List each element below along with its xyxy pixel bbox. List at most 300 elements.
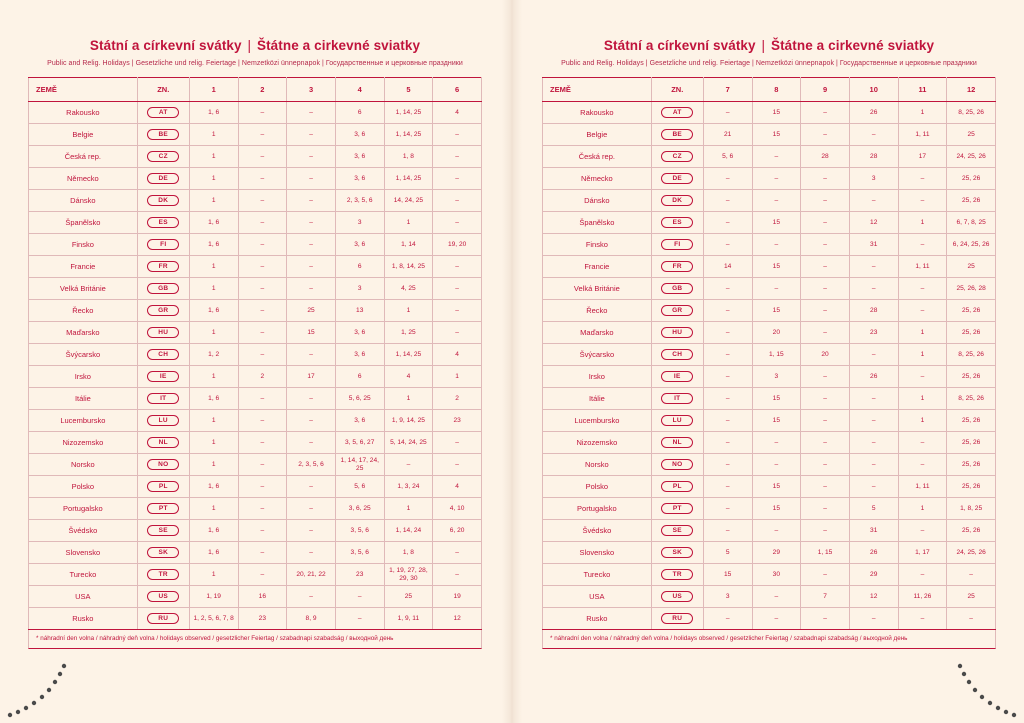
title-cs-left: Státní a církevní svátky <box>89 38 242 53</box>
holiday-days-cell: 1, 11 <box>898 476 947 498</box>
holiday-days-cell: 7 <box>801 586 850 608</box>
country-code-cell <box>137 300 189 322</box>
country-code-badge: BE <box>661 129 693 141</box>
country-code-cell <box>651 256 703 278</box>
holiday-days-cell: 15 <box>752 410 801 432</box>
country-name: Nizozemsko <box>543 432 652 454</box>
holiday-days-cell: – <box>287 190 336 212</box>
table-row <box>29 410 482 432</box>
holiday-days-cell: – <box>849 608 898 630</box>
holiday-days-cell: 5, 6 <box>335 476 384 498</box>
holiday-days-cell: 1 <box>384 300 433 322</box>
holiday-days-cell: – <box>703 608 752 630</box>
holiday-days-cell: – <box>703 168 752 190</box>
country-name: Norsko <box>543 454 652 476</box>
country-code-cell <box>651 454 703 476</box>
country-code-cell <box>137 608 189 630</box>
title-sk-right: Štátne a cirkevné sviatky <box>770 38 935 53</box>
holiday-days-cell: – <box>433 542 482 564</box>
holiday-days-cell: – <box>703 498 752 520</box>
holiday-days-cell: – <box>287 432 336 454</box>
holiday-days-cell: – <box>703 520 752 542</box>
table-row <box>543 520 996 542</box>
country-name: Polsko <box>543 476 652 498</box>
holiday-days-cell: 23 <box>433 410 482 432</box>
holiday-days-cell: 4 <box>433 344 482 366</box>
country-code-badge: SE <box>661 525 693 537</box>
holiday-days-cell: 6, 7, 8, 25 <box>947 212 996 234</box>
holiday-days-cell: 15 <box>287 322 336 344</box>
holiday-days-cell: – <box>703 322 752 344</box>
holiday-days-cell: 1 <box>898 344 947 366</box>
holiday-days-cell: – <box>433 168 482 190</box>
holiday-days-cell: – <box>752 234 801 256</box>
table-header-row-right <box>543 78 996 102</box>
table-row <box>29 344 482 366</box>
holiday-days-cell: 29 <box>752 542 801 564</box>
holiday-days-cell: 1, 25 <box>384 322 433 344</box>
holiday-days-cell: – <box>801 256 850 278</box>
holiday-days-cell: – <box>238 498 287 520</box>
holiday-days-cell: 3, 6 <box>335 322 384 344</box>
holiday-days-cell: 1, 3, 24 <box>384 476 433 498</box>
holiday-days-cell: 20 <box>801 344 850 366</box>
page-title-left <box>28 38 482 53</box>
country-code-badge: AT <box>147 107 179 119</box>
holiday-days-cell: 6 <box>335 366 384 388</box>
country-code-cell <box>137 366 189 388</box>
table-row <box>29 388 482 410</box>
holiday-days-cell: 6, 20 <box>433 520 482 542</box>
country-code-cell <box>137 124 189 146</box>
footnote-right: * náhradní den volna / náhradný deň volna / holidays observed / gesetzlicher Feiertag / szabadnapi szabadság / выходной день <box>542 630 996 649</box>
holiday-days-cell: – <box>238 256 287 278</box>
table-row <box>543 146 996 168</box>
table-row <box>29 190 482 212</box>
holiday-days-cell: – <box>801 234 850 256</box>
country-name: Česká rep. <box>543 146 652 168</box>
holiday-days-cell: 8, 9 <box>287 608 336 630</box>
holiday-days-cell: 28 <box>849 146 898 168</box>
holiday-days-cell: 23 <box>849 322 898 344</box>
holiday-days-cell: 25, 26 <box>947 366 996 388</box>
decorative-dots-bottom-left <box>4 661 94 721</box>
holiday-days-cell: 6 <box>335 102 384 124</box>
holiday-days-cell: 12 <box>849 586 898 608</box>
country-code-badge: IE <box>147 371 179 383</box>
country-code-cell <box>651 102 703 124</box>
holiday-days-cell: – <box>335 608 384 630</box>
country-code-cell <box>137 542 189 564</box>
country-name: Řecko <box>29 300 138 322</box>
country-name: Rusko <box>543 608 652 630</box>
holiday-days-cell: 1 <box>898 102 947 124</box>
header-month-12: 12 <box>947 78 996 102</box>
country-name: Lucembursko <box>29 410 138 432</box>
table-row <box>29 278 482 300</box>
holiday-days-cell: – <box>287 388 336 410</box>
holiday-days-cell: 5 <box>703 542 752 564</box>
holiday-days-cell: 1, 14, 25 <box>384 102 433 124</box>
holiday-days-cell: 14 <box>703 256 752 278</box>
holiday-days-cell: 28 <box>849 300 898 322</box>
table-row <box>29 476 482 498</box>
holiday-days-cell: – <box>287 542 336 564</box>
country-code-cell <box>651 498 703 520</box>
holiday-days-cell: – <box>849 256 898 278</box>
holiday-days-cell: – <box>703 366 752 388</box>
country-code-badge: NO <box>147 459 179 471</box>
holiday-days-cell: 1 <box>189 278 238 300</box>
holiday-days-cell: – <box>947 608 996 630</box>
holiday-days-cell: 21 <box>703 124 752 146</box>
country-code-cell <box>651 520 703 542</box>
country-name: Norsko <box>29 454 138 476</box>
holiday-days-cell: 1 <box>898 212 947 234</box>
country-code-cell <box>137 564 189 586</box>
country-name: Švýcarsko <box>543 344 652 366</box>
holiday-days-cell: 23 <box>238 608 287 630</box>
holiday-days-cell: 25 <box>947 256 996 278</box>
right-page <box>512 0 1024 723</box>
holiday-days-cell: 1 <box>189 410 238 432</box>
holiday-days-cell: 3 <box>849 168 898 190</box>
country-name: Irsko <box>543 366 652 388</box>
holiday-days-cell: 25, 26 <box>947 410 996 432</box>
country-code-cell <box>137 520 189 542</box>
country-name: Španělsko <box>543 212 652 234</box>
table-row <box>543 476 996 498</box>
country-name: Maďarsko <box>29 322 138 344</box>
holiday-days-cell: – <box>703 102 752 124</box>
country-code-cell <box>137 234 189 256</box>
country-code-cell <box>137 190 189 212</box>
holiday-days-cell: 1 <box>189 564 238 586</box>
table-row <box>543 190 996 212</box>
holiday-days-cell: – <box>801 278 850 300</box>
page-subtitle-left: Public and Relig. Holidays | Gesetzliche und relig. Feiertage | Nemzetközi ünnepnapok | Государственные и церковные праздники <box>47 60 463 67</box>
holiday-days-cell: 3, 6 <box>335 146 384 168</box>
header-month-4: 4 <box>335 78 384 102</box>
country-name: Itálie <box>543 388 652 410</box>
holiday-days-cell: 1, 11 <box>898 256 947 278</box>
country-code-badge: FR <box>147 261 179 273</box>
holiday-days-cell: – <box>801 124 850 146</box>
holiday-days-cell: – <box>433 300 482 322</box>
holiday-days-cell: 20, 21, 22 <box>287 564 336 586</box>
holiday-days-cell: 1 <box>189 322 238 344</box>
country-code-cell <box>137 146 189 168</box>
country-code-cell <box>651 542 703 564</box>
holiday-days-cell: – <box>849 454 898 476</box>
country-name: Polsko <box>29 476 138 498</box>
table-row <box>29 564 482 586</box>
holiday-days-cell: – <box>801 388 850 410</box>
holiday-days-cell: 1, 9, 11 <box>384 608 433 630</box>
holiday-days-cell: 2, 3, 5, 6 <box>287 454 336 476</box>
country-code-cell <box>651 168 703 190</box>
holiday-days-cell: – <box>801 608 850 630</box>
title-separator-right: | <box>761 38 766 53</box>
table-row <box>543 542 996 564</box>
title-cs-right: Státní a církevní svátky <box>603 38 756 53</box>
table-row <box>543 564 996 586</box>
country-name: Nizozemsko <box>29 432 138 454</box>
country-code-cell <box>651 190 703 212</box>
country-code-badge: CH <box>661 349 693 361</box>
holiday-days-cell: – <box>335 586 384 608</box>
table-row <box>29 542 482 564</box>
holiday-days-cell: – <box>238 542 287 564</box>
holiday-days-cell: – <box>752 608 801 630</box>
country-name: USA <box>543 586 652 608</box>
holiday-days-cell: – <box>752 190 801 212</box>
country-name: Portugalsko <box>29 498 138 520</box>
holiday-days-cell: – <box>801 520 850 542</box>
holiday-days-cell: 1 <box>898 388 947 410</box>
holiday-days-cell: 6, 24, 25, 26 <box>947 234 996 256</box>
country-name: Česká rep. <box>29 146 138 168</box>
holiday-days-cell: – <box>898 564 947 586</box>
header-month-2: 2 <box>238 78 287 102</box>
holiday-days-cell: – <box>433 190 482 212</box>
holiday-days-cell: – <box>849 410 898 432</box>
country-code-badge: DE <box>147 173 179 185</box>
holiday-days-cell: 1, 9, 14, 25 <box>384 410 433 432</box>
holiday-days-cell: 26 <box>849 366 898 388</box>
header-month-11: 11 <box>898 78 947 102</box>
holiday-days-cell: 1, 14, 24 <box>384 520 433 542</box>
holiday-days-cell: – <box>238 564 287 586</box>
holiday-days-cell: – <box>238 410 287 432</box>
holiday-days-cell: 2 <box>238 366 287 388</box>
holiday-days-cell: – <box>849 432 898 454</box>
holiday-days-cell: 1, 19 <box>189 586 238 608</box>
holiday-days-cell: 1, 8, 25 <box>947 498 996 520</box>
holiday-days-cell: – <box>849 388 898 410</box>
country-code-cell <box>137 498 189 520</box>
table-row <box>29 146 482 168</box>
header-month-8: 8 <box>752 78 801 102</box>
country-name: Rakousko <box>29 102 138 124</box>
country-code-cell <box>137 344 189 366</box>
holiday-days-cell: 30 <box>752 564 801 586</box>
holiday-days-cell: – <box>287 476 336 498</box>
holiday-days-cell: – <box>238 234 287 256</box>
holiday-days-cell: 3, 6 <box>335 410 384 432</box>
country-code-badge: ES <box>147 217 179 229</box>
country-code-badge: GR <box>147 305 179 317</box>
holiday-days-cell: 1, 8 <box>384 146 433 168</box>
country-code-badge: NL <box>147 437 179 449</box>
table-row <box>543 124 996 146</box>
header-country-left: ZEMĚ <box>29 78 138 102</box>
holiday-days-cell: 3, 6 <box>335 124 384 146</box>
holiday-days-cell: 12 <box>433 608 482 630</box>
table-row <box>543 102 996 124</box>
holiday-days-cell: – <box>752 278 801 300</box>
holiday-days-cell: – <box>433 124 482 146</box>
country-code-cell <box>651 476 703 498</box>
holiday-days-cell: 15 <box>752 498 801 520</box>
holiday-days-cell: 15 <box>752 124 801 146</box>
holiday-days-cell: 26 <box>849 102 898 124</box>
country-code-badge: RU <box>661 613 693 625</box>
holiday-days-cell: 1, 6 <box>189 300 238 322</box>
country-code-cell <box>137 322 189 344</box>
country-name: Belgie <box>29 124 138 146</box>
holiday-days-cell: 1, 14, 25 <box>384 168 433 190</box>
table-row <box>543 366 996 388</box>
country-code-cell <box>137 256 189 278</box>
country-code-cell <box>137 212 189 234</box>
holiday-days-cell: – <box>752 146 801 168</box>
country-code-cell <box>137 410 189 432</box>
holiday-days-cell: 4 <box>433 476 482 498</box>
holiday-days-cell: 13 <box>335 300 384 322</box>
holiday-days-cell: – <box>801 498 850 520</box>
holiday-days-cell: 31 <box>849 520 898 542</box>
holiday-days-cell: – <box>801 322 850 344</box>
holiday-days-cell: 17 <box>898 146 947 168</box>
country-code-cell <box>651 388 703 410</box>
holiday-days-cell: – <box>849 344 898 366</box>
holiday-days-cell: – <box>898 168 947 190</box>
holiday-days-cell: – <box>703 432 752 454</box>
holiday-days-cell: 1, 8, 14, 25 <box>384 256 433 278</box>
holiday-days-cell: – <box>703 278 752 300</box>
country-name: Maďarsko <box>543 322 652 344</box>
holiday-days-cell: – <box>898 300 947 322</box>
country-code-cell <box>651 366 703 388</box>
country-name: Turecko <box>29 564 138 586</box>
holiday-days-cell: – <box>433 146 482 168</box>
table-body-right <box>543 102 996 630</box>
country-code-badge: SE <box>147 525 179 537</box>
country-code-cell <box>651 322 703 344</box>
country-name: Dánsko <box>543 190 652 212</box>
holiday-days-cell: 25 <box>384 586 433 608</box>
holiday-days-cell: – <box>287 410 336 432</box>
country-code-badge: RU <box>147 613 179 625</box>
holiday-days-cell: – <box>238 322 287 344</box>
country-name: Španělsko <box>29 212 138 234</box>
country-name: Francie <box>543 256 652 278</box>
country-code-badge: CZ <box>661 151 693 163</box>
table-row <box>543 322 996 344</box>
holiday-days-cell: – <box>849 278 898 300</box>
holiday-days-cell: 1, 11 <box>898 124 947 146</box>
holiday-days-cell: – <box>898 608 947 630</box>
holiday-days-cell: – <box>801 102 850 124</box>
holiday-days-cell: 5, 14, 24, 25 <box>384 432 433 454</box>
holiday-days-cell: – <box>801 366 850 388</box>
holiday-days-cell: – <box>287 168 336 190</box>
holiday-days-cell: 19 <box>433 586 482 608</box>
holiday-days-cell: – <box>433 454 482 476</box>
holiday-days-cell: 1, 17 <box>898 542 947 564</box>
page-title-right <box>542 38 996 53</box>
country-name: Švýcarsko <box>29 344 138 366</box>
country-code-badge: HU <box>661 327 693 339</box>
holiday-days-cell: 1 <box>189 454 238 476</box>
country-code-badge: GR <box>661 305 693 317</box>
holiday-days-cell: 1, 15 <box>801 542 850 564</box>
holiday-days-cell: 3 <box>335 212 384 234</box>
country-code-badge: PL <box>147 481 179 493</box>
table-row <box>543 608 996 630</box>
country-name: Dánsko <box>29 190 138 212</box>
holiday-days-cell: 3, 5, 6 <box>335 520 384 542</box>
holiday-days-cell: 11, 26 <box>898 586 947 608</box>
holiday-days-cell: 14, 24, 25 <box>384 190 433 212</box>
holiday-days-cell: – <box>433 432 482 454</box>
holiday-days-cell: 3, 5, 6, 27 <box>335 432 384 454</box>
country-name: Portugalsko <box>543 498 652 520</box>
holiday-days-cell: – <box>703 476 752 498</box>
country-code-cell <box>651 586 703 608</box>
header-month-9: 9 <box>801 78 850 102</box>
holiday-days-cell: 8, 25, 26 <box>947 344 996 366</box>
country-name: Velká Británie <box>543 278 652 300</box>
holiday-days-cell: – <box>801 410 850 432</box>
table-row <box>29 454 482 476</box>
holiday-days-cell: – <box>287 256 336 278</box>
holiday-days-cell: 1, 14 <box>384 234 433 256</box>
holiday-days-cell: – <box>287 586 336 608</box>
country-code-badge: DE <box>661 173 693 185</box>
holiday-days-cell: 3, 6, 25 <box>335 498 384 520</box>
table-row <box>543 388 996 410</box>
country-name: USA <box>29 586 138 608</box>
holiday-days-cell: 15 <box>752 476 801 498</box>
country-code-cell <box>137 388 189 410</box>
holiday-days-cell: – <box>801 212 850 234</box>
country-name: Velká Británie <box>29 278 138 300</box>
table-row <box>29 168 482 190</box>
holiday-days-cell: 1, 14, 25 <box>384 124 433 146</box>
country-code-cell <box>651 234 703 256</box>
table-row <box>29 322 482 344</box>
holiday-days-cell: 1, 6 <box>189 102 238 124</box>
holiday-days-cell: 1 <box>384 212 433 234</box>
country-code-badge: US <box>147 591 179 603</box>
holiday-days-cell: 24, 25, 26 <box>947 542 996 564</box>
country-code-badge: FI <box>147 239 179 251</box>
holiday-days-cell: 25, 26 <box>947 476 996 498</box>
holiday-days-cell: 1 <box>384 388 433 410</box>
holiday-days-cell: 1, 14, 17, 24, 25 <box>335 454 384 476</box>
holiday-days-cell: 3, 5, 6 <box>335 542 384 564</box>
country-code-cell <box>651 432 703 454</box>
table-row <box>29 366 482 388</box>
holiday-days-cell: 2, 3, 5, 6 <box>335 190 384 212</box>
holiday-days-cell: 1, 6 <box>189 542 238 564</box>
holiday-days-cell: 5, 6 <box>703 146 752 168</box>
holiday-days-cell: – <box>801 190 850 212</box>
holiday-days-cell: – <box>433 278 482 300</box>
table-row <box>29 124 482 146</box>
table-row <box>543 410 996 432</box>
holiday-days-cell: 28 <box>801 146 850 168</box>
country-code-cell <box>651 124 703 146</box>
holiday-days-cell: – <box>238 124 287 146</box>
country-name: Finsko <box>29 234 138 256</box>
country-name: Německo <box>543 168 652 190</box>
country-code-badge: GB <box>661 283 693 295</box>
holiday-days-cell: – <box>947 564 996 586</box>
holiday-days-cell: 1 <box>189 366 238 388</box>
